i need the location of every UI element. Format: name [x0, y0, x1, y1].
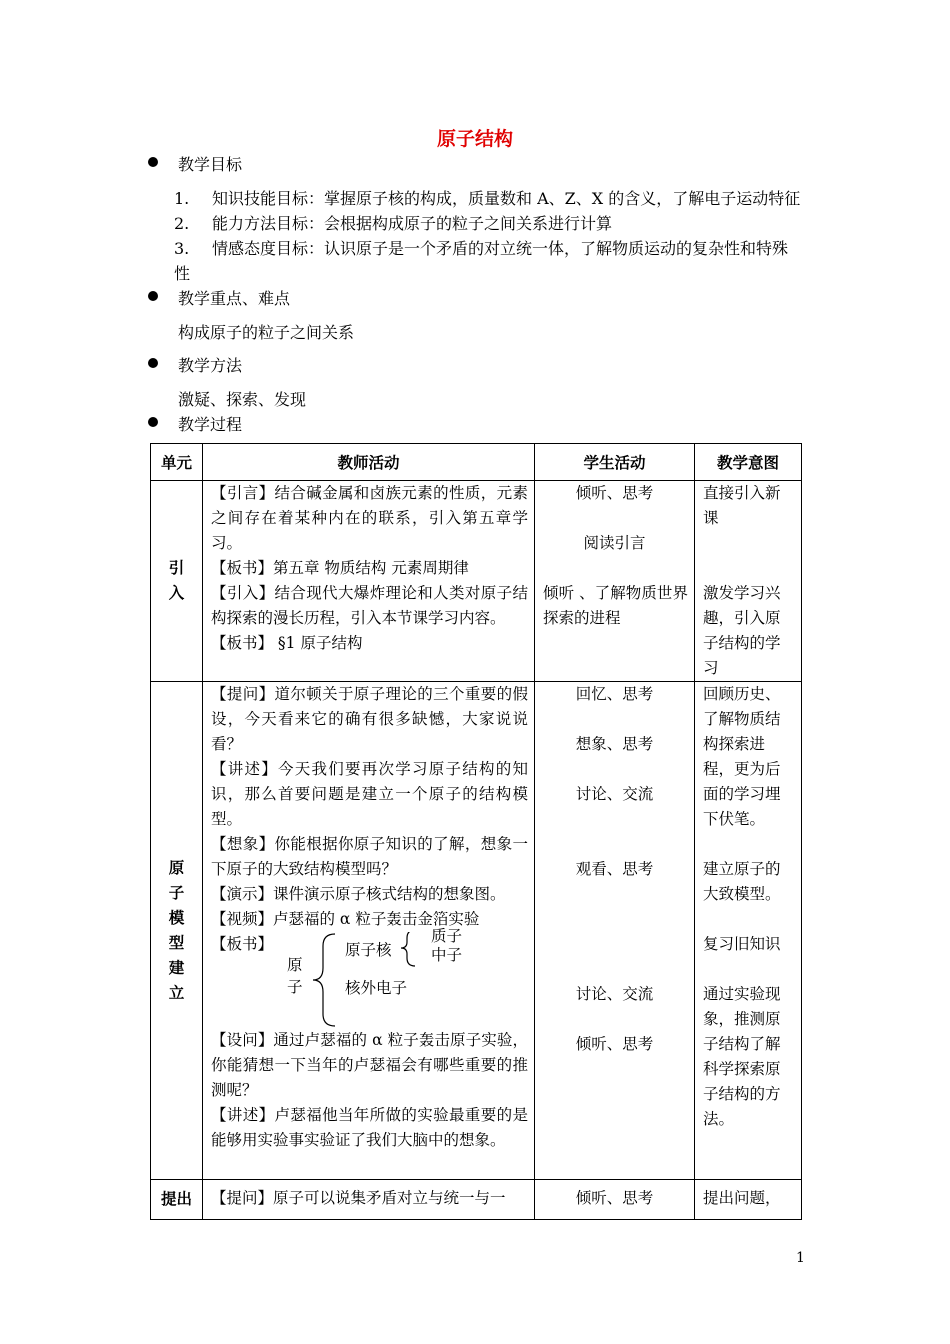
page-number: 1	[796, 1250, 805, 1266]
teaching-intent: 直接引入新课 激发学习兴趣，引入原子结构的学习	[695, 481, 802, 682]
goal-item-3-continued: 性	[174, 264, 191, 283]
section-heading: 教学过程	[178, 415, 243, 434]
student-activity: 回忆、思考 想象、思考 讨论、交流 观看、思考 讨论、交流 倾听、思考	[535, 682, 695, 1180]
table-row	[151, 1180, 802, 1220]
small-brace-icon	[401, 932, 415, 966]
keypoints-text: 构成原子的粒子之间关系	[178, 323, 355, 342]
diagram-atom-label: 原子	[287, 956, 303, 996]
bullet-icon	[148, 157, 158, 167]
teacher-activity: 【提问】道尔顿关于原子理论的三个重要的假设，今天看来它的确有很多缺憾，大家说说看？ 【讲述】今天我们要再次学习原子结构的知识，那么首要问题是建立一个原子的结构模型。 【想象】你能根据你原子知识的了解，想象一下原子的大致结构模型吗？ 【演示】课件演示原子核式结构的想象图。 【视频】卢瑟福的 α 粒子轰击金箔实验 【板书】 原子 原子核 质子 中子 核外电子 【设问】通过卢瑟福的 α 粒子轰击原子实验，你能猜想一下当年的卢瑟福会有哪些重要的推测呢？ 【讲述】卢瑟福他当年所做的实验最重要的是能够用实验事实验证了我们大脑中的想象。	[203, 682, 535, 1180]
diagram-nucleus: 原子核	[345, 941, 392, 959]
atom-structure-diagram	[211, 927, 528, 1028]
goal-item-1: 1. 知识技能目标：掌握原子核的构成，质量数和 A、Z、X 的含义，了解电子运动特征	[174, 189, 801, 208]
table-row	[151, 481, 802, 682]
unit-cell: 原子模型建立	[151, 682, 203, 1180]
unit-cell: 提出	[151, 1180, 203, 1220]
goal-item-2: 2. 能力方法目标：会根据构成原子的粒子之间关系进行计算	[174, 214, 613, 233]
teacher-activity: 【引言】结合碱金属和卤族元素的性质，元素之间存在着某种内在的联系，引入第五章学习。 【板书】第五章 物质结构 元素周期律 【引入】结合现代大爆炸理论和人类对原子结构探索的漫长历程，引入本节课学习内容。 【板书】 §1 原子结构	[203, 481, 535, 682]
table-row	[151, 682, 802, 1180]
teaching-intent: 提出问题，	[695, 1180, 802, 1220]
header-student: 学生活动	[535, 444, 695, 481]
diagram-neutron: 中子	[431, 946, 463, 964]
bullet-icon	[148, 358, 158, 368]
big-brace-icon	[313, 934, 335, 1026]
document-title: 原子结构	[436, 128, 513, 150]
student-activity: 倾听、思考 阅读引言 倾听 、了解物质世界探索的进程	[535, 481, 695, 682]
bullet-icon	[148, 417, 158, 427]
table-header-row	[151, 444, 802, 481]
header-intent: 教学意图	[695, 444, 802, 481]
header-teacher: 教师活动	[203, 444, 535, 481]
bullet-icon	[148, 291, 158, 301]
diagram-proton: 质子	[431, 927, 463, 945]
header-unit: 单元	[151, 444, 203, 481]
teaching-intent: 回顾历史、了解物质结构探索进程，更为后面的学习埋下伏笔。 建立原子的大致模型。 复习旧知识 通过实验现象，推测原子结构了解科学探索原子结构的方法。	[695, 682, 802, 1180]
teacher-activity: 【提问】原子可以说集矛盾对立与统一与一	[203, 1180, 535, 1220]
section-heading: 教学目标	[178, 155, 243, 174]
section-heading: 教学重点、难点	[178, 289, 291, 308]
section-heading: 教学方法	[178, 356, 243, 375]
goal-item-3: 3. 情感态度目标：认识原子是一个矛盾的对立统一体，了解物质运动的复杂性和特殊	[174, 239, 789, 258]
methods-text: 激疑、探索、发现	[178, 390, 307, 409]
process-table	[150, 443, 802, 1220]
diagram-electron: 核外电子	[345, 979, 408, 997]
unit-cell: 引入	[151, 481, 203, 682]
student-activity: 倾听、思考	[535, 1180, 695, 1220]
